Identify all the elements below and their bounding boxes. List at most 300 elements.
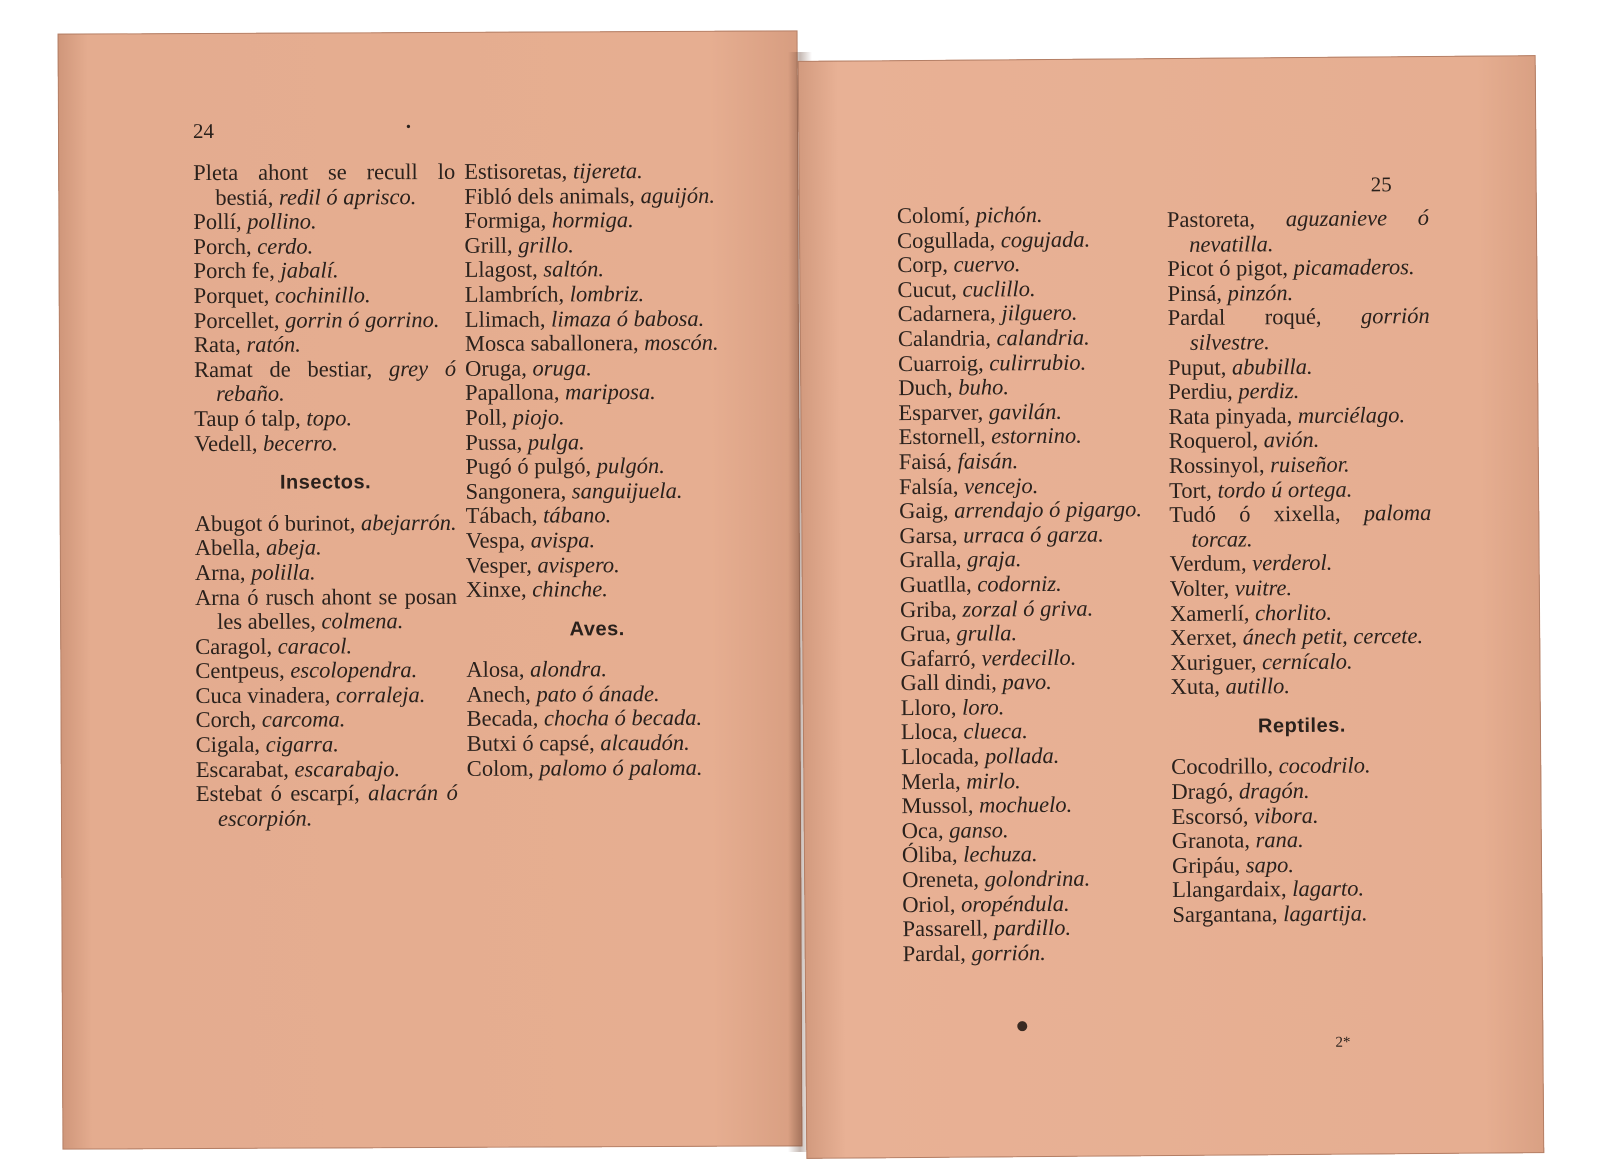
- catalan-word: Anech,: [466, 681, 531, 707]
- glossary-entry: [900, 596, 1162, 623]
- glossary-entry: [1172, 901, 1434, 928]
- spanish-translation: oropéndula.: [960, 890, 1070, 917]
- catalan-word: Cuca vinadera,: [195, 682, 331, 708]
- catalan-word: Guatlla,: [899, 571, 972, 598]
- catalan-word: Volter,: [1169, 575, 1230, 601]
- glossary-entry: [465, 257, 727, 283]
- glossary-entry: [466, 503, 728, 529]
- catalan-word: Abella,: [194, 535, 261, 561]
- catalan-word: Estisoretas,: [464, 158, 568, 184]
- glossary-entry: [464, 232, 726, 258]
- spanish-translation: lagartija.: [1283, 900, 1368, 927]
- spanish-translation: gorrión.: [971, 939, 1046, 966]
- catalan-word: Sargantana,: [1172, 901, 1278, 928]
- spanish-translation: verdecillo.: [981, 644, 1077, 671]
- glossary-entry: [1168, 354, 1430, 381]
- catalan-word: Porquet,: [193, 282, 270, 308]
- catalan-word: Llagost,: [464, 256, 538, 283]
- glossary-entry: [1169, 427, 1431, 454]
- spanish-translation: mariposa.: [565, 379, 656, 405]
- glossary-entry: [465, 429, 727, 455]
- catalan-word: Taup ó talp,: [194, 405, 301, 431]
- section-heading: Insectos.: [279, 471, 372, 494]
- catalan-word: Vespa,: [465, 527, 526, 553]
- catalan-word: Llocada,: [901, 743, 980, 770]
- glossary-entry: [903, 940, 1165, 967]
- spanish-translation: abubilla.: [1231, 353, 1313, 380]
- glossary-entry: [898, 350, 1160, 377]
- spanish-translation: dragón.: [1238, 777, 1310, 804]
- spanish-translation: becerro.: [263, 429, 338, 456]
- glossary-entry: [1167, 255, 1429, 282]
- spanish-translation: pulgón.: [596, 453, 665, 479]
- glossary-entry: [466, 478, 728, 504]
- catalan-word: Xuta,: [1170, 673, 1221, 700]
- catalan-word: Pussa,: [465, 429, 523, 455]
- glossary-entry: [465, 405, 727, 431]
- catalan-word: Poll,: [465, 404, 508, 430]
- section-heading: Aves.: [569, 617, 625, 641]
- spanish-translation: cogujada.: [1000, 226, 1091, 252]
- glossary-entry: [901, 768, 1163, 795]
- catalan-word: Alosa,: [466, 656, 525, 683]
- catalan-word: Passarell,: [902, 915, 989, 942]
- glossary-entry: [1167, 280, 1429, 307]
- spanish-translation: alcaudón.: [600, 729, 690, 756]
- glossary-entry: [1171, 753, 1433, 780]
- spanish-translation: grillo.: [518, 232, 574, 258]
- glossary-entry: [467, 731, 729, 757]
- glossary-entry: [195, 511, 457, 537]
- catalan-word: Vesper,: [465, 552, 532, 578]
- page-number: 25: [1370, 172, 1392, 197]
- spanish-translation: cochinillo.: [274, 282, 371, 308]
- glossary-entry: [898, 300, 1160, 327]
- catalan-word: Xerxet,: [1170, 624, 1238, 651]
- signature-mark: 2*: [1335, 1034, 1351, 1051]
- catalan-word: Picot ó pigot,: [1167, 255, 1289, 282]
- ink-speck: [1017, 1021, 1027, 1031]
- glossary-entry: [897, 276, 1159, 303]
- spanish-translation: vencejo.: [963, 472, 1039, 499]
- glossary-entry: [195, 584, 457, 634]
- catalan-word: Arna ó rusch ahont se posan les abelles,: [194, 583, 458, 635]
- catalan-word: Duch,: [898, 374, 953, 401]
- catalan-word: Ramat de bestiar,: [193, 356, 373, 382]
- glossary-entry: [195, 683, 457, 709]
- spanish-translation: pollada.: [984, 742, 1060, 769]
- spanish-translation: urraca ó garza.: [963, 521, 1104, 548]
- glossary-entry: [899, 448, 1161, 475]
- glossary-entry: [899, 423, 1161, 450]
- catalan-word: Grill,: [464, 232, 513, 258]
- glossary-entry: [194, 357, 456, 407]
- glossary-entry: [464, 159, 726, 185]
- spanish-translation: cerdo.: [257, 233, 314, 259]
- glossary-entry: [902, 915, 1164, 942]
- spanish-translation: pavo.: [1002, 669, 1052, 695]
- glossary-entry: [1170, 575, 1432, 602]
- glossary-entry: [466, 657, 728, 683]
- glossary-entry: [1168, 304, 1430, 355]
- glossary-entry: [1168, 403, 1430, 430]
- glossary-entry: [464, 208, 726, 234]
- catalan-word: Tudó ó xixella,: [1169, 500, 1341, 528]
- spanish-translation: ánech petit, cercete.: [1242, 623, 1424, 650]
- glossary-entry: [194, 332, 456, 358]
- spanish-translation: sapo.: [1245, 851, 1294, 878]
- catalan-word: Papallona,: [465, 379, 560, 406]
- right-page: [798, 55, 1545, 1159]
- spanish-translation: jabalí.: [280, 257, 339, 284]
- glossary-entry: [1171, 778, 1433, 805]
- spanish-translation: lombriz.: [569, 281, 645, 307]
- spanish-translation: graja.: [966, 546, 1022, 572]
- glossary-entry: [1172, 876, 1434, 903]
- spanish-translation: gavilán.: [988, 398, 1062, 425]
- glossary-entry: [195, 658, 457, 684]
- glossary-entry: [1168, 378, 1430, 405]
- glossary-entry: [899, 473, 1161, 500]
- spanish-translation: lagarto.: [1292, 875, 1365, 902]
- glossary-entry: [194, 406, 456, 432]
- spanish-translation: saltón.: [543, 256, 605, 282]
- spanish-translation: buho.: [958, 374, 1009, 400]
- glossary-entry: [901, 719, 1163, 746]
- catalan-word: Esparver,: [898, 399, 984, 425]
- glossary-entry: [194, 430, 456, 456]
- catalan-word: Pinsá,: [1167, 280, 1223, 306]
- glossary-entry: [1172, 852, 1434, 879]
- spanish-translation: topo.: [306, 405, 353, 431]
- catalan-word: Formiga,: [464, 207, 547, 234]
- catalan-word: Pollí,: [193, 209, 242, 235]
- catalan-word: Faisá,: [898, 448, 953, 475]
- spanish-translation: codorniz.: [977, 570, 1062, 597]
- catalan-word: Dragó,: [1171, 778, 1234, 805]
- glossary-entry: [900, 645, 1162, 672]
- spanish-translation: tábano.: [543, 502, 612, 528]
- spanish-translation: golondrina.: [984, 865, 1091, 892]
- spanish-translation: pollino.: [247, 208, 317, 234]
- catalan-word: Cocodrillo,: [1171, 753, 1274, 780]
- glossary-entry: [1172, 803, 1434, 830]
- catalan-word: Tábach,: [465, 502, 538, 529]
- spanish-translation: vibora.: [1254, 802, 1319, 829]
- glossary-entry: [466, 577, 728, 603]
- catalan-word: Tort,: [1168, 477, 1212, 503]
- section-heading: Reptiles.: [1257, 714, 1346, 738]
- spanish-translation: cuervo.: [953, 251, 1021, 277]
- catalan-word: Xinxe,: [465, 576, 527, 602]
- glossary-entry: [465, 306, 727, 332]
- glossary-entry: [196, 732, 458, 758]
- right-column-1: [897, 202, 1165, 966]
- spanish-translation: cernícalo.: [1261, 648, 1353, 674]
- spanish-translation: hormiga.: [551, 207, 634, 233]
- glossary-entry: [196, 707, 458, 733]
- spanish-translation: aguzanieve ó nevatilla.: [1189, 204, 1430, 257]
- catalan-word: Colomí,: [896, 202, 971, 229]
- catalan-word: Gafarró,: [900, 645, 977, 671]
- left-column-2: [464, 159, 729, 781]
- spanish-translation: gorrin ó gorrino.: [284, 306, 440, 333]
- catalan-word: Fibló dels animals,: [464, 182, 635, 209]
- spanish-translation: escarabajo.: [294, 755, 401, 782]
- spanish-translation: grey ó rebaño.: [216, 355, 457, 407]
- catalan-word: Estebat ó escarpí,: [195, 780, 360, 807]
- spanish-translation: arrendajo ó pigargo.: [954, 496, 1143, 523]
- spanish-translation: zorzal ó griva.: [962, 595, 1094, 622]
- open-book: [60, 32, 1546, 1148]
- catalan-word: Pleta ahont se recull lo bestiá,: [193, 158, 456, 210]
- spanish-translation: avispero.: [537, 551, 620, 578]
- spanish-translation: pardillo.: [993, 915, 1072, 941]
- glossary-entry: [901, 694, 1163, 721]
- catalan-word: Porcellet,: [193, 307, 280, 333]
- spanish-translation: estornino.: [991, 423, 1082, 449]
- catalan-word: Oriol,: [902, 891, 956, 917]
- glossary-entry: [465, 331, 727, 357]
- spanish-translation: gorrión silvestre.: [1189, 303, 1430, 355]
- spanish-translation: limaza ó babosa.: [550, 305, 705, 332]
- spanish-translation: ruiseñor.: [1270, 451, 1350, 478]
- catalan-word: Estornell,: [898, 423, 986, 450]
- glossary-entry: [899, 497, 1161, 524]
- glossary-entry: [897, 251, 1159, 278]
- glossary-entry: [899, 522, 1161, 549]
- catalan-word: Granota,: [1171, 827, 1251, 854]
- catalan-word: Escarabat,: [195, 756, 289, 782]
- spanish-translation: ratón.: [246, 331, 301, 357]
- catalan-word: Xamerlí,: [1169, 599, 1250, 626]
- spanish-translation: alacrán ó escorpión.: [217, 780, 458, 831]
- glossary-entry: [1170, 624, 1432, 651]
- spanish-translation: moscón.: [644, 329, 719, 356]
- glossary-entry: [898, 374, 1160, 401]
- glossary-entry: [194, 258, 456, 284]
- spanish-translation: pichón.: [975, 201, 1043, 228]
- catalan-word: Gralla,: [899, 546, 962, 573]
- glossary-entry: [902, 842, 1164, 869]
- spanish-translation: tijereta.: [572, 158, 643, 184]
- catalan-word: Rossinyol,: [1168, 452, 1265, 478]
- spanish-translation: aguijón.: [640, 182, 715, 208]
- catalan-word: Oreneta,: [902, 866, 980, 893]
- glossary-entry: [897, 227, 1159, 254]
- catalan-word: Porch,: [193, 233, 252, 259]
- glossary-entry: [1170, 649, 1432, 676]
- spanish-translation: paloma torcaz.: [1191, 500, 1432, 552]
- catalan-word: Xuriguer,: [1170, 649, 1257, 675]
- catalan-word: Gripáu,: [1171, 852, 1241, 878]
- glossary-entry: [465, 355, 727, 381]
- catalan-word: Vedell,: [194, 430, 258, 456]
- catalan-word: Abugot ó burinot,: [194, 510, 356, 536]
- glossary-entry: [195, 560, 457, 586]
- glossary-entry: [194, 283, 456, 309]
- spanish-translation: faisán.: [957, 448, 1019, 474]
- glossary-entry: [900, 620, 1162, 647]
- spanish-translation: pulga.: [527, 428, 585, 455]
- spanish-translation: perdiz.: [1238, 378, 1300, 404]
- glossary-entry: [898, 325, 1160, 352]
- spanish-translation: culirrubio.: [989, 349, 1087, 375]
- glossary-entry: [900, 546, 1162, 573]
- spanish-translation: mochuelo.: [978, 792, 1073, 818]
- catalan-word: Rata,: [193, 331, 241, 358]
- spanish-translation: redil ó aprisco.: [278, 183, 417, 210]
- glossary-entry: [900, 571, 1162, 598]
- spanish-translation: colmena.: [321, 608, 404, 634]
- spanish-translation: vuitre.: [1234, 574, 1293, 601]
- catalan-word: Cadarnera,: [897, 300, 996, 327]
- spanish-translation: mirlo.: [966, 767, 1021, 794]
- glossary-entry: [902, 891, 1164, 918]
- glossary-entry: [897, 202, 1159, 229]
- glossary-entry: [902, 817, 1164, 844]
- catalan-word: Lloca,: [900, 719, 958, 745]
- glossary-entry: [193, 209, 455, 235]
- glossary-entry: [901, 792, 1163, 819]
- glossary-entry: [902, 866, 1164, 893]
- glossary-entry: [195, 634, 457, 660]
- spanish-translation: cuclillo.: [962, 275, 1036, 302]
- spanish-translation: rana.: [1255, 827, 1304, 853]
- spanish-translation: abeja.: [265, 534, 322, 561]
- catalan-word: Gaig,: [899, 497, 949, 524]
- catalan-word: Pardal,: [902, 940, 966, 966]
- catalan-word: Sangonera,: [465, 478, 567, 504]
- spanish-translation: avión.: [1263, 427, 1320, 453]
- catalan-word: Pardal roqué,: [1167, 304, 1322, 331]
- spanish-translation: caracol.: [277, 633, 353, 659]
- spanish-translation: lechuza.: [963, 841, 1038, 868]
- spanish-translation: pinzón.: [1227, 279, 1294, 306]
- catalan-word: Pugó ó pulgó,: [465, 453, 592, 479]
- catalan-word: Llimach,: [464, 306, 546, 332]
- catalan-word: Mussol,: [901, 792, 974, 819]
- glossary-entry: [1172, 827, 1434, 854]
- catalan-word: Lloro,: [900, 694, 957, 720]
- page-number: 24: [192, 118, 215, 144]
- glossary-entry: [467, 755, 729, 781]
- glossary-entry: [465, 282, 727, 308]
- spanish-translation: palomo ó paloma.: [539, 754, 703, 781]
- glossary-entry: [466, 552, 728, 578]
- glossary-entry: [465, 380, 727, 406]
- left-page: [58, 30, 803, 1149]
- catalan-word: Pastoreta,: [1166, 206, 1256, 233]
- glossary-entry: [193, 160, 455, 210]
- catalan-word: Verdum,: [1169, 550, 1247, 577]
- catalan-word: Perdiu,: [1168, 378, 1233, 405]
- spanish-translation: piojo.: [512, 404, 565, 430]
- spanish-translation: oruga.: [532, 355, 592, 381]
- glossary-entry: [466, 528, 728, 554]
- glossary-entry: [467, 706, 729, 732]
- spanish-translation: polilla.: [251, 559, 316, 585]
- catalan-word: Caragol,: [195, 633, 273, 659]
- catalan-word: Gall dindi,: [900, 669, 997, 696]
- glossary-entry: [196, 781, 458, 831]
- catalan-word: Cigala,: [195, 731, 261, 758]
- glossary-entry: [1169, 501, 1431, 552]
- spanish-translation: sanguijuela.: [571, 477, 683, 504]
- catalan-word: Butxi ó capsé,: [466, 730, 595, 756]
- glossary-entry: [1169, 476, 1431, 503]
- catalan-word: Cuarroig,: [897, 350, 984, 376]
- spanish-translation: calandria.: [996, 324, 1090, 351]
- left-column-1: [193, 160, 458, 832]
- spanish-translation: autillo.: [1225, 673, 1291, 699]
- catalan-word: Llambrích,: [464, 281, 565, 307]
- spanish-translation: tordo ú ortega.: [1217, 476, 1353, 503]
- catalan-word: Garsa,: [899, 522, 958, 548]
- spanish-translation: grulla.: [956, 620, 1018, 646]
- catalan-word: Cogullada,: [897, 226, 996, 253]
- catalan-word: Colom,: [466, 755, 534, 781]
- spanish-translation: escolopendra.: [290, 657, 418, 683]
- glossary-entry: [1167, 206, 1429, 257]
- catalan-word: Porch fe,: [193, 258, 275, 284]
- catalan-word: Griba,: [899, 596, 957, 622]
- glossary-entry: [898, 399, 1160, 426]
- catalan-word: Escorsó,: [1171, 803, 1249, 829]
- right-column-2: [1167, 206, 1435, 928]
- spanish-translation: chinche.: [532, 576, 608, 602]
- catalan-word: Oruga,: [464, 355, 527, 381]
- catalan-word: Grua,: [900, 620, 951, 647]
- catalan-word: Mosca saballonera,: [464, 330, 639, 357]
- spanish-translation: alondra.: [530, 656, 608, 682]
- spanish-translation: picamaderos.: [1293, 254, 1415, 281]
- catalan-word: Falsía,: [898, 473, 959, 499]
- glossary-entry: [901, 743, 1163, 770]
- spanish-translation: chorlito.: [1254, 599, 1332, 625]
- catalan-word: Calandria,: [897, 325, 992, 352]
- glossary-entry: [1170, 550, 1432, 577]
- catalan-word: Puput,: [1168, 354, 1227, 380]
- glossary-entry: [1169, 452, 1431, 479]
- catalan-word: Roquerol,: [1168, 427, 1259, 454]
- catalan-word: Cucut,: [897, 276, 957, 302]
- catalan-word: Corp,: [897, 251, 949, 278]
- spanish-translation: murciélago.: [1297, 401, 1406, 428]
- catalan-word: Óliba,: [901, 842, 958, 868]
- glossary-entry: [196, 757, 458, 783]
- glossary-entry: [465, 454, 727, 480]
- glossary-entry: [464, 183, 726, 209]
- catalan-word: Corch,: [195, 707, 257, 733]
- glossary-entry: [194, 307, 456, 333]
- catalan-word: Becada,: [466, 705, 539, 732]
- spanish-translation: pato ó ánade.: [536, 680, 660, 707]
- spanish-translation: cigarra.: [265, 731, 339, 757]
- spanish-translation: clueca.: [963, 718, 1028, 745]
- catalan-word: Merla,: [901, 768, 961, 794]
- spanish-translation: jilguero.: [1001, 300, 1078, 326]
- spanish-translation: ganso.: [949, 817, 1009, 843]
- catalan-word: Oca,: [901, 817, 944, 843]
- catalan-word: Rata pinyada,: [1168, 402, 1293, 429]
- spanish-translation: verderol.: [1252, 550, 1333, 576]
- spanish-translation: avispa.: [530, 527, 596, 553]
- glossary-entry: [1170, 599, 1432, 626]
- spanish-translation: corraleja.: [335, 681, 426, 708]
- glossary-entry: [195, 535, 457, 561]
- spanish-translation: loro.: [961, 694, 1005, 720]
